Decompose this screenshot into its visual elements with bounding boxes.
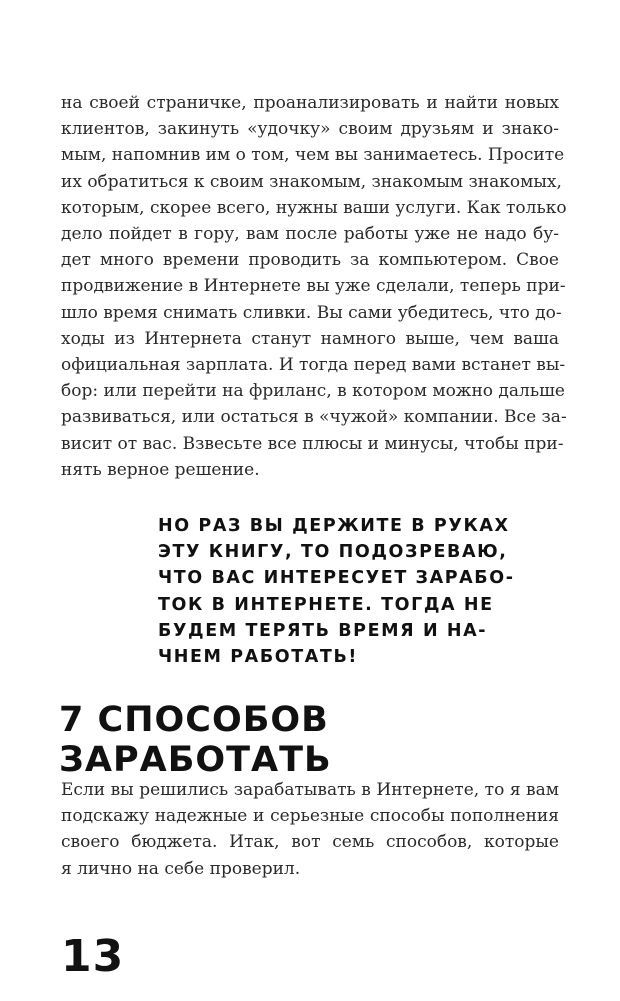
text-line: их обратиться к своим знакомым, знакомым знакомых, bbox=[61, 171, 562, 192]
text-line: висит от вас. Взвесьте все плюсы и минусы, чтобы при- bbox=[61, 433, 564, 454]
text-line: Если вы решились зарабатывать в Интернете, то я вам bbox=[61, 780, 559, 800]
callout-line: НО РАЗ ВЫ ДЕРЖИТЕ В РУКАХ bbox=[158, 516, 510, 536]
text-line: клиентов, закинуть «удочку» своим друзьям и знако- bbox=[61, 119, 559, 140]
text-line: мым, напомнив им о том, чем вы занимаетесь. Просите bbox=[61, 145, 565, 166]
text-line: нять верное решение. bbox=[61, 459, 260, 480]
text-line: официальная зарплата. И тогда перед вами встанет вы- bbox=[61, 355, 566, 376]
callout-line: ЧТО ВАС ИНТЕРЕСУЕТ ЗАРАБО- bbox=[158, 568, 515, 589]
text-line: ходы из Интернета станут намного выше, чем ваша bbox=[61, 328, 559, 349]
body-paragraph bbox=[61, 90, 567, 483]
page-number: 13 bbox=[61, 931, 125, 982]
callout-line: ТОК В ИНТЕРНЕТЕ. ТОГДА НЕ bbox=[158, 594, 494, 615]
callout-quote bbox=[158, 513, 528, 670]
text-line: своего бюджета. Итак, вот семь способов, которые bbox=[61, 832, 559, 853]
text-line: развиваться, или остаться в «чужой» компании. Все за- bbox=[61, 407, 567, 428]
text-line: которым, скорее всего, нужны ваши услуги. Как только bbox=[61, 197, 567, 218]
text-line: дело пойдет в гору, вам после работы уже не надо бу- bbox=[61, 224, 559, 245]
section-heading bbox=[59, 700, 332, 780]
text-line: подскажу надежные и серьезные способы пополнения bbox=[61, 806, 559, 827]
text-line: шло время снимать сливки. Вы сами убедитесь, что до- bbox=[61, 302, 562, 323]
callout-line: ЧНЕМ РАБОТАТЬ! bbox=[158, 647, 358, 668]
text-line: на своей страничке, проанализировать и найти новых bbox=[61, 93, 559, 113]
text-line: дет много времени проводить за компьютером. Свое bbox=[61, 250, 559, 271]
heading-line: 7 СПОСОБОВ bbox=[59, 700, 329, 740]
body-paragraph bbox=[61, 777, 559, 882]
text-line: я лично на себе проверил. bbox=[61, 858, 301, 879]
callout-line: ЭТУ КНИГУ, ТО ПОДОЗРЕВАЮ, bbox=[158, 542, 508, 563]
text-line: продвижение в Интернете вы уже сделали, теперь при- bbox=[61, 276, 566, 297]
text-line: бор: или перейти на фриланс, в котором можно дальше bbox=[61, 381, 565, 402]
callout-line: БУДЕМ ТЕРЯТЬ ВРЕМЯ И НА- bbox=[158, 620, 488, 641]
heading-line: ЗАРАБОТАТЬ bbox=[59, 740, 332, 780]
